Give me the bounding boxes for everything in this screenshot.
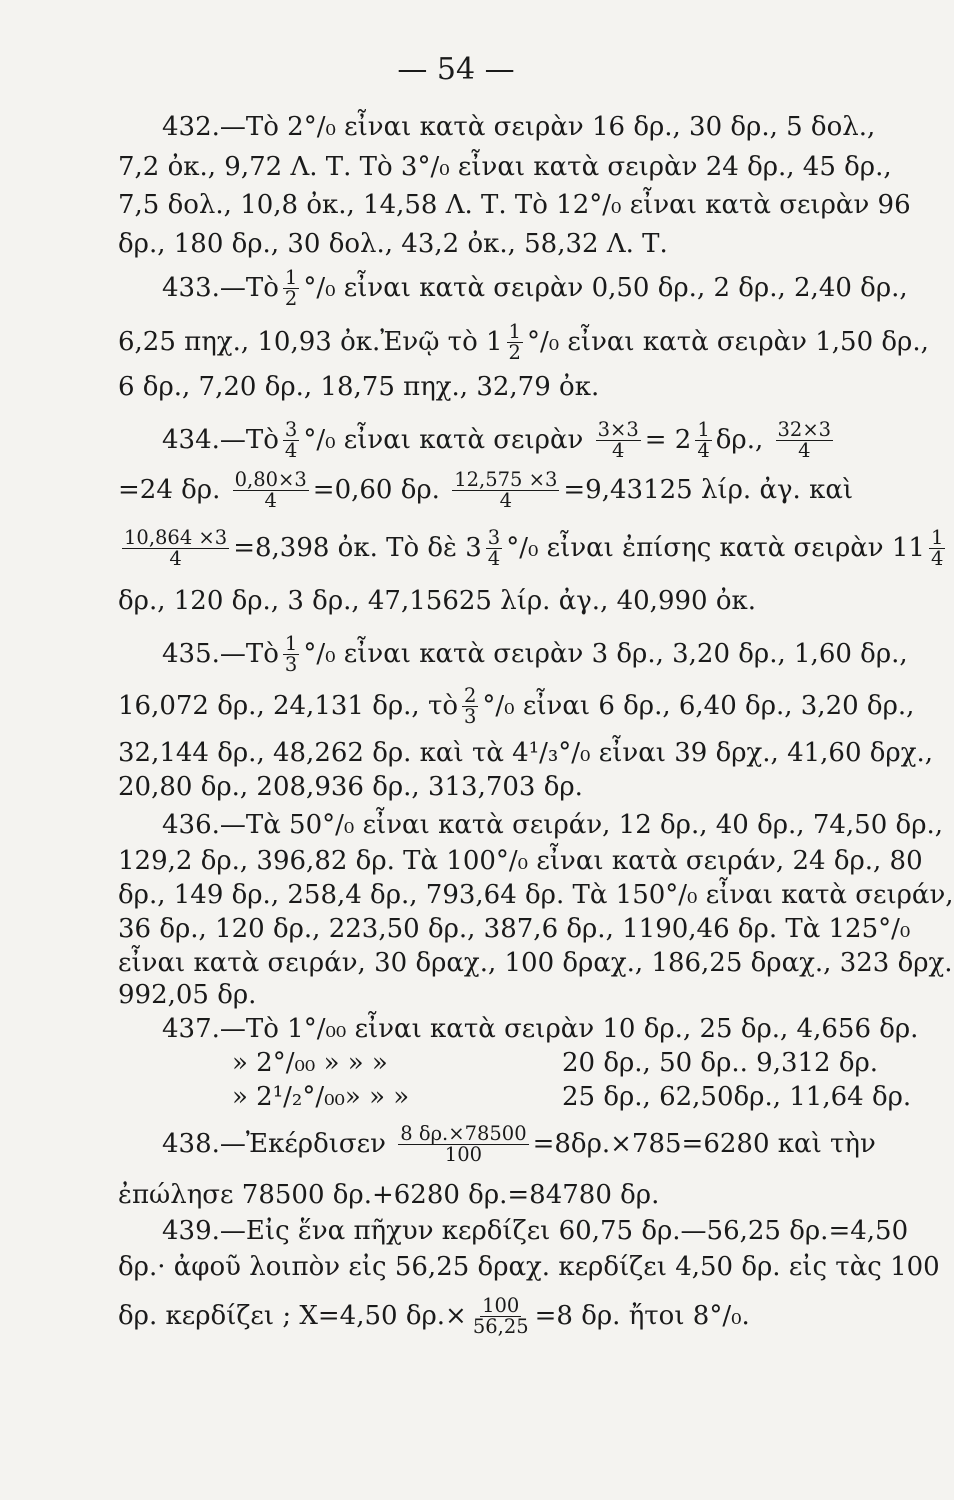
denominator: 3 (284, 653, 298, 677)
text: 6,25 πηχ., 10,93 ὀκ.Ἐνῷ τὸ 1 (118, 326, 503, 357)
denominator: 4 (264, 489, 277, 513)
numerator: 3×3 (597, 418, 639, 441)
numerator: 1 (697, 418, 710, 441)
p437-line1: 437.—Τὸ 1°/₀₀ εἶναι κατὰ σειρὰν 10 δρ., 25 δρ., 4,656 δρ. (162, 1014, 919, 1044)
text: °/₀ εἶναι 6 δρ., 6,40 δρ., 3,20 δρ., (482, 690, 915, 721)
denominator: 3 (463, 705, 477, 729)
text: 433.—Τὸ (162, 272, 279, 303)
p437-line3-marks: » 2¹/₂°/₀₀» » » (232, 1082, 410, 1112)
fraction (929, 528, 945, 570)
numerator: 1 (284, 632, 298, 655)
p435-line2 (118, 686, 914, 728)
denominator: 4 (499, 489, 512, 513)
denominator: 4 (169, 547, 182, 571)
p436-line1: 436.—Τὰ 50°/₀ εἶναι κατὰ σειράν, 12 δρ., 40 δρ., 74,50 δρ., (162, 810, 944, 840)
p434-line2 (118, 470, 853, 512)
p432-line2: 7,2 ὀκ., 9,72 Λ. Τ. Τὸ 3°/₀ εἶναι κατὰ σειρὰν 24 δρ., 45 δρ., (118, 152, 892, 182)
p433-line3: 6 δρ., 7,20 δρ., 18,75 πηχ., 32,79 ὀκ. (118, 372, 600, 402)
fraction (462, 686, 478, 728)
fraction (507, 322, 523, 364)
text: =9,43125 λίρ. ἀγ. καὶ (563, 474, 854, 505)
fraction (233, 470, 309, 512)
numerator: 0,80×3 (234, 468, 307, 491)
fraction (776, 420, 834, 462)
p439-line3 (118, 1296, 750, 1338)
denominator: 100 (444, 1143, 483, 1167)
p434-line4: δρ., 120 δρ., 3 δρ., 47,15625 λίρ. ἀγ., 40,990 ὀκ. (118, 586, 757, 616)
p433-line1 (162, 268, 908, 310)
fraction (596, 420, 641, 462)
text: δρ. κερδίζει ; Χ=4,50 δρ.× (118, 1300, 467, 1331)
p434-line3 (118, 528, 949, 570)
numerator: 3 (487, 526, 501, 549)
fraction (486, 528, 502, 570)
text: =0,60 δρ. (312, 474, 440, 505)
numerator: 3 (284, 418, 298, 441)
numerator: 8 δρ.×78500 (400, 1122, 527, 1145)
p432-line3: 7,5 δολ., 10,8 ὀκ., 14,58 Λ. Τ. Τὸ 12°/₀ εἶναι κατὰ σειρὰν 96 (118, 190, 911, 220)
text: 16,072 δρ., 24,131 δρ., τὸ (118, 690, 458, 721)
p436-line3: δρ., 149 δρ., 258,4 δρ., 793,64 δρ. Τὰ 150°/₀ εἶναι κατὰ σειράν, (118, 880, 954, 910)
text: 434.—Τὸ (162, 424, 279, 455)
numerator: 12,575 ×3 (454, 468, 558, 491)
numerator: 100 (482, 1294, 520, 1317)
text: =8δρ.×785=6280 καὶ τὴν (532, 1128, 876, 1159)
p432-line4: δρ., 180 δρ., 30 δολ., 43,2 ὀκ., 58,32 Λ. Τ. (118, 229, 668, 259)
denominator: 4 (487, 547, 501, 571)
p436-line4: 36 δρ., 120 δρ., 223,50 δρ., 387,6 δρ., 1190,46 δρ. Τὰ 125°/₀ (118, 914, 911, 944)
text: °/₀ εἶναι κατὰ σειρὰν (303, 424, 584, 455)
p438-line2: ἐπώλησε 78500 δρ.+6280 δρ.=84780 δρ. (118, 1180, 660, 1210)
fraction (283, 268, 299, 310)
fraction (471, 1296, 531, 1338)
denominator: 56,25 (472, 1315, 529, 1339)
numerator: 1 (284, 266, 298, 289)
denominator: 4 (611, 439, 625, 463)
text: = 2 (644, 424, 692, 455)
denominator: 4 (284, 439, 298, 463)
denominator: 4 (697, 439, 710, 463)
text: °/₀ εἶναι κατὰ σειρὰν 1,50 δρ., (526, 326, 929, 357)
denominator: 4 (798, 439, 811, 463)
fraction (122, 528, 229, 570)
p435-line4: 20,80 δρ., 208,936 δρ., 313,703 δρ. (118, 772, 583, 802)
p436-line2: 129,2 δρ., 396,82 δρ. Τὰ 100°/₀ εἶναι κατὰ σειράν, 24 δρ., 80 (118, 846, 923, 876)
p439-line1: 439.—Εἰς ἕνα πῆχυν κερδίζει 60,75 δρ.—56,25 δρ.=4,50 (162, 1216, 909, 1246)
denominator: 4 (930, 547, 944, 571)
fraction (452, 470, 559, 512)
numerator: 32×3 (777, 418, 832, 441)
p433-line2 (118, 322, 929, 364)
p436-line5: εἶναι κατὰ σειράν, 30 δραχ., 100 δραχ., 186,25 δραχ., 323 δρχ. (118, 948, 953, 978)
text: °/₀ εἶναι ἐπίσης κατὰ σειρὰν 11 (506, 532, 925, 563)
p437-line3-values: 25 δρ., 62,50δρ., 11,64 δρ. (562, 1082, 912, 1112)
text: =24 δρ. (118, 474, 221, 505)
text: =8 δρ. ἤτοι 8°/₀. (534, 1300, 750, 1331)
numerator: 1 (508, 320, 521, 343)
p435-line3: 32,144 δρ., 48,262 δρ. καὶ τὰ 4¹/₃°/₀ εἶναι 39 δρχ., 41,60 δρχ., (118, 738, 933, 768)
denominator: 2 (284, 287, 298, 311)
text: °/₀ εἶναι κατὰ σειρὰν 3 δρ., 3,20 δρ., 1,60 δρ., (303, 638, 908, 669)
text: =8,398 ὀκ. Τὸ δὲ 3 (233, 532, 482, 563)
p437-line2-values: 20 δρ., 50 δρ.. 9,312 δρ. (562, 1048, 879, 1078)
fraction (283, 634, 299, 676)
fraction (398, 1124, 528, 1166)
page-number: — 54 — (397, 52, 515, 87)
p432-line1: 432.—Τὸ 2°/₀ εἶναι κατὰ σειρὰν 16 δρ., 30 δρ., 5 δολ., (162, 112, 876, 142)
numerator: 2 (463, 684, 477, 707)
p439-line2: δρ.· ἀφοῦ λοιπὸν εἰς 56,25 δραχ. κερδίζει 4,50 δρ. εἰς τὰς 100 (118, 1252, 940, 1282)
numerator: 1 (930, 526, 944, 549)
p434-line1 (162, 420, 837, 462)
p436-line6: 992,05 δρ. (118, 980, 257, 1010)
denominator: 2 (508, 341, 521, 365)
text: 438.—Ἐκέρδισεν (162, 1128, 386, 1159)
numerator: 10,864 ×3 (124, 526, 228, 549)
p437-line2-marks: » 2°/₀₀ » » » (232, 1048, 388, 1078)
text: δρ., (715, 424, 764, 455)
text: °/₀ εἶναι κατὰ σειρὰν 0,50 δρ., 2 δρ., 2,40 δρ., (303, 272, 908, 303)
fraction (283, 420, 299, 462)
p435-line1 (162, 634, 908, 676)
fraction (695, 420, 711, 462)
p438-line1 (162, 1124, 876, 1166)
text: 435.—Τὸ (162, 638, 279, 669)
